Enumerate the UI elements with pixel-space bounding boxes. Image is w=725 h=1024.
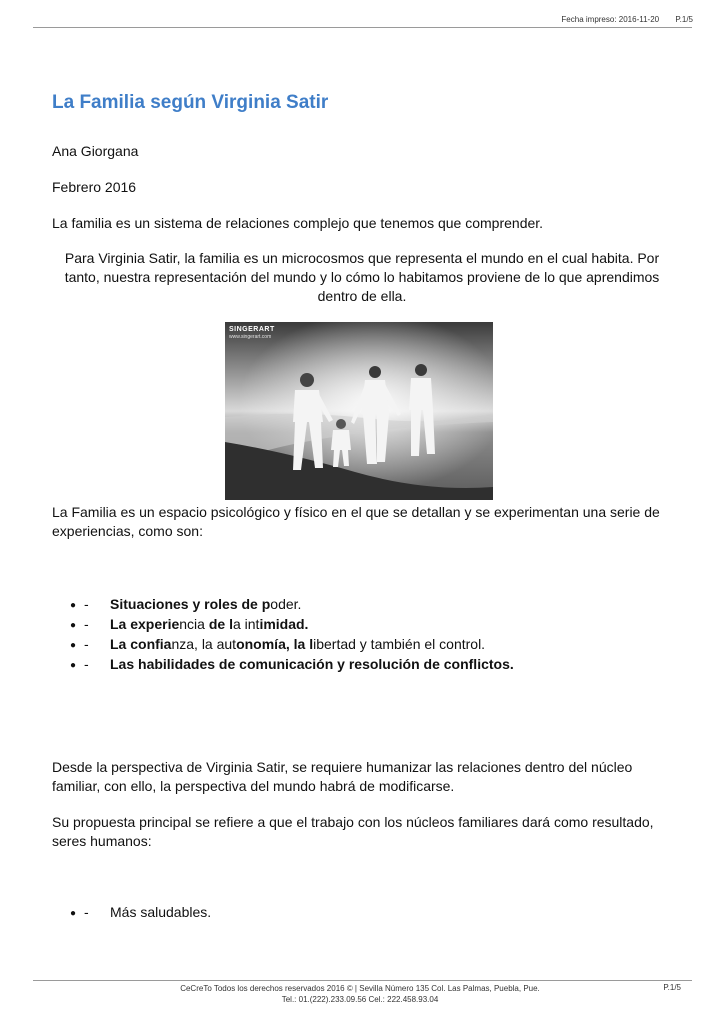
footer-page-number: P.1/5: [663, 983, 681, 992]
print-header: [561, 15, 693, 24]
document-date: Febrero 2016: [52, 179, 137, 195]
list-dash: -: [84, 616, 89, 632]
bullet-icon: ●: [70, 640, 77, 651]
bullet-icon: ●: [70, 660, 77, 671]
paragraph-line: familiar, con ello, la perspectiva del mundo habrá de modificarse.: [52, 778, 455, 794]
list-item-text: ibertad y también el control.: [313, 636, 486, 652]
family-beach-photo: [225, 322, 493, 500]
list-item-text: de l: [208, 616, 233, 632]
footer-copyright: CeCreTo Todos los derechos reservados 2016 © | Sevilla Número 135 Col. Las Palmas, Puebla, Pue.: [180, 984, 540, 993]
quote-line: tanto, nuestra representación del mundo y lo cómo lo habitamos proviene de lo que aprendimos: [64, 269, 660, 285]
list-item-text: ncia: [179, 616, 209, 632]
paragraph-line: Su propuesta principal se refiere a que el trabajo con los núcleos familiares dará como resultado,: [52, 814, 654, 830]
photo-watermark-url: www.singerart.com: [229, 334, 272, 340]
list-item-text: imidad.: [259, 616, 309, 632]
header-page-number: P.1/5: [675, 15, 693, 24]
quote-paragraph: [58, 249, 666, 306]
list-item-text: Las habilidades de comunicación y resolución de conflictos.: [110, 656, 514, 672]
paragraph-line: La Familia es un espacio psicológico y físico en el que se detallan y se experimentan una serie de: [52, 504, 660, 520]
bullet-icon: ●: [70, 600, 77, 611]
list-dash: -: [84, 636, 89, 652]
list-item: [70, 655, 514, 675]
list-item-text: La confia: [110, 636, 172, 652]
author: Ana Giorgana: [52, 143, 139, 159]
list-dash: -: [84, 656, 89, 672]
quote-line: Para Virginia Satir, la familia es un microcosmos que representa el mundo en el cual habita. Por: [64, 250, 660, 266]
intro-paragraph: La familia es un sistema de relaciones complejo que tenemos que comprender.: [52, 215, 544, 231]
paragraph-line: seres humanos:: [52, 833, 152, 849]
list-item-text: a int: [232, 616, 260, 632]
print-date: Fecha impreso: 2016-11-20: [561, 15, 660, 24]
page-footer: [160, 983, 560, 1005]
bullet-icon: ●: [70, 908, 77, 919]
footer-contact: Tel.: 01.(222).233.09.56 Cel.: 222.458.93.04: [281, 995, 439, 1004]
paragraph-line: experiencias, como son:: [52, 523, 203, 539]
header-rule: [33, 27, 692, 28]
list-item-text: La experie: [110, 616, 180, 632]
list-item: [70, 615, 514, 635]
paragraph-line: Desde la perspectiva de Virginia Satir, se requiere humanizar las relaciones dentro del núcleo: [52, 759, 633, 775]
footer-rule: [33, 980, 692, 981]
list-item: [70, 903, 211, 923]
list-item-text: oder.: [270, 596, 302, 612]
list-dash: -: [84, 596, 89, 612]
photo-watermark: SINGERART: [229, 326, 275, 333]
perspective-paragraph: [52, 758, 632, 796]
photo-illustration: [225, 322, 493, 500]
list-item-text: onomía, la l: [236, 636, 314, 652]
list-item-text: Más saludables.: [110, 904, 212, 920]
experiences-list: [70, 595, 514, 675]
list-dash: -: [84, 904, 89, 920]
list-item: [70, 635, 514, 655]
quote-line: dentro de ella.: [317, 288, 407, 304]
list-item-text: Situaciones y roles de p: [110, 596, 271, 612]
list-item-text: nza, la aut: [171, 636, 237, 652]
proposal-paragraph: [52, 813, 654, 851]
family-space-paragraph: [52, 503, 660, 541]
document-title: La Familia según Virginia Satir: [52, 92, 329, 113]
results-list: [70, 903, 211, 923]
list-item: [70, 595, 514, 615]
bullet-icon: ●: [70, 620, 77, 631]
